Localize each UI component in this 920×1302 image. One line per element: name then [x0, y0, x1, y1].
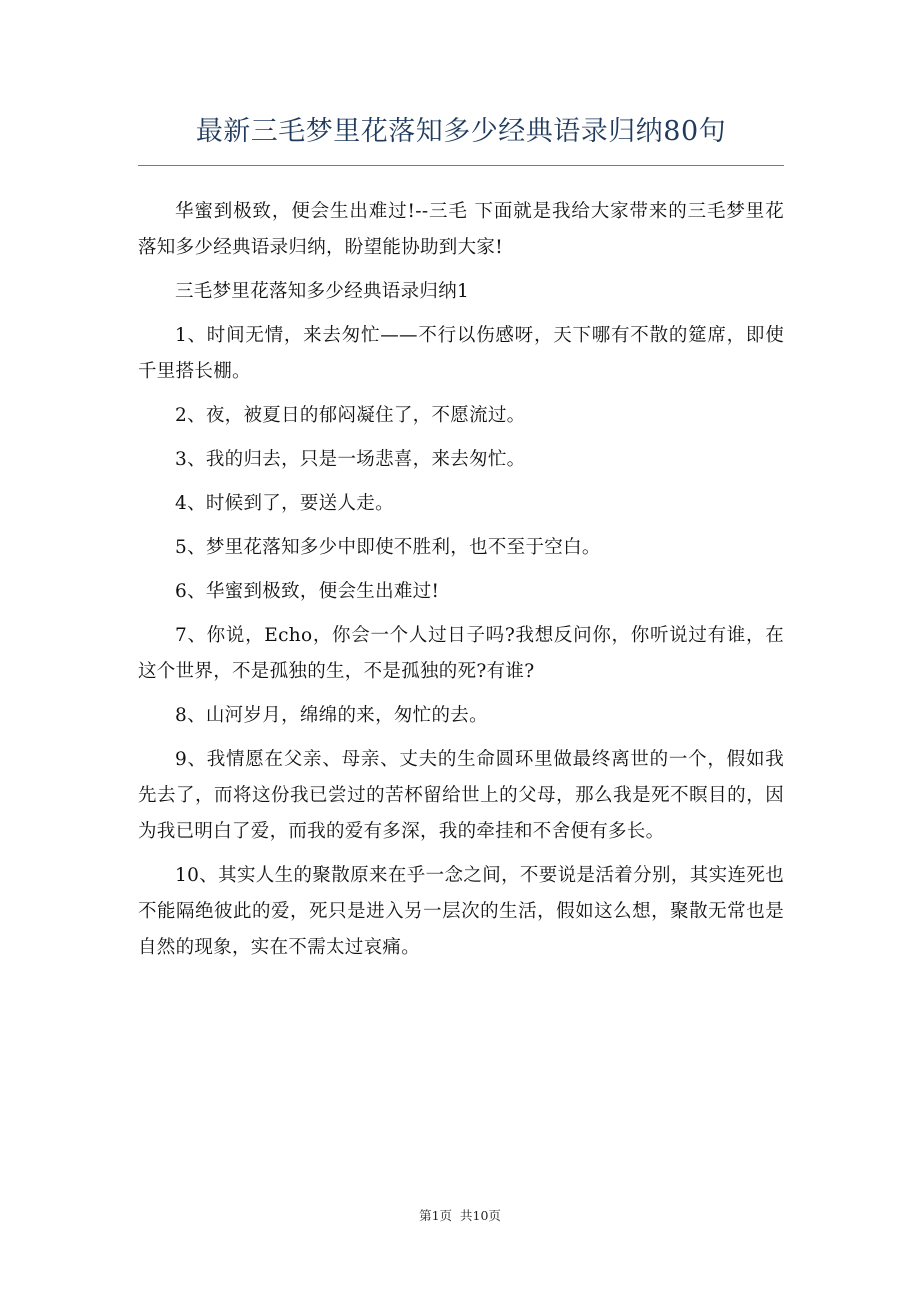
quote-item: 3、我的归去，只是一场悲喜，来去匆忙。 [175, 449, 526, 470]
quote-item: 2、夜，被夏日的郁闷凝住了，不愿流过。 [175, 405, 526, 426]
quote-item: 9、我情愿在父亲、母亲、丈夫的生命圆环里做最终离世的一个，假如我先去了，而将这份我已尝过的苦杯留给世上的父母，那么我是死不瞑目的，因为我已明白了爱，而我的爱有多深，我的牵挂和不舍便有多长。 [138, 749, 784, 842]
quote-item: 1、时间无情，来去匆忙——不行以伤感呀，天下哪有不散的筵席，即使千里搭长棚。 [138, 325, 784, 382]
section-heading: 三毛梦里花落知多少经典语录归纳1 [175, 281, 470, 302]
quote-item: 10、其实人生的聚散原来在乎一念之间，不要说是活着分别，其实连死也不能隔绝彼此的爱，死只是进入另一层次的生活，假如这么想，聚散无常也是自然的现象，实在不需太过哀痛。 [138, 865, 784, 958]
quote-item: 4、时候到了，要送人走。 [175, 493, 394, 514]
page-footer [0, 1207, 920, 1225]
document-body [138, 194, 784, 974]
page-number: 第1页 [419, 1208, 453, 1223]
quote-item: 7、你说，Echo，你会一个人过日子吗?我想反问你，你听说过有谁，在这个世界，不是孤独的生，不是孤独的死?有谁? [138, 625, 784, 682]
quote-item: 5、梦里花落知多少中即使不胜利，也不至于空白。 [175, 537, 601, 558]
title-divider [138, 165, 784, 166]
document-title: 最新三毛梦里花落知多少经典语录归纳80句 [195, 116, 727, 147]
page-total: 共10页 [460, 1208, 501, 1223]
quote-item: 8、山河岁月，绵绵的来，匆忙的去。 [175, 705, 488, 726]
quote-item: 6、华蜜到极致，便会生出难过! [175, 581, 440, 602]
paragraph-intro: 华蜜到极致，便会生出难过!--三毛 下面就是我给大家带来的三毛梦里花落知多少经典语录归纳，盼望能协助到大家! [138, 201, 784, 258]
